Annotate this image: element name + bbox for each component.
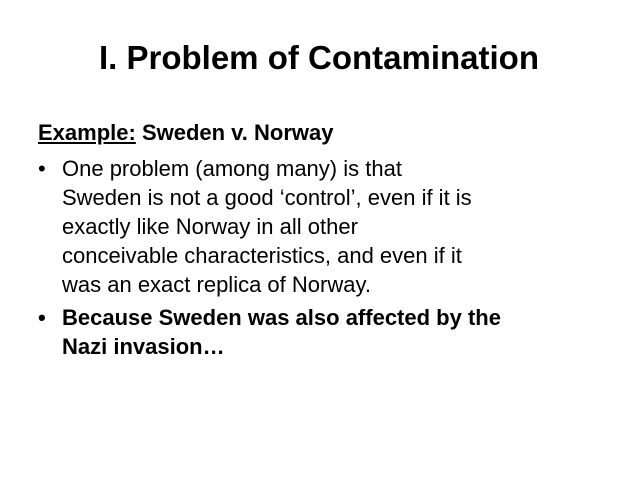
- bullet-item: [38, 154, 578, 299]
- bullet-marker: •: [38, 305, 46, 330]
- slide-body: [38, 118, 578, 365]
- bullet-line: conceivable characteristics, and even if it: [62, 243, 462, 268]
- bullet-line: was an exact replica of Norway.: [62, 272, 371, 297]
- bullet-line: One problem (among many) is that: [62, 156, 402, 181]
- example-text: Sweden v. Norway: [135, 120, 334, 145]
- bullet-line: Nazi invasion…: [62, 334, 225, 359]
- slide-title: I. Problem of Contamination: [98, 39, 539, 76]
- example-line: [38, 118, 578, 148]
- bullet-list: [38, 154, 578, 361]
- bullet-line: exactly like Norway in all other: [62, 214, 358, 239]
- bullet-item: [38, 303, 578, 361]
- example-label: Example:: [38, 120, 136, 145]
- bullet-line: Because Sweden was also affected by the: [62, 305, 501, 330]
- bullet-marker: •: [38, 156, 46, 181]
- bullet-line: Sweden is not a good ‘control’, even if it is: [62, 185, 472, 210]
